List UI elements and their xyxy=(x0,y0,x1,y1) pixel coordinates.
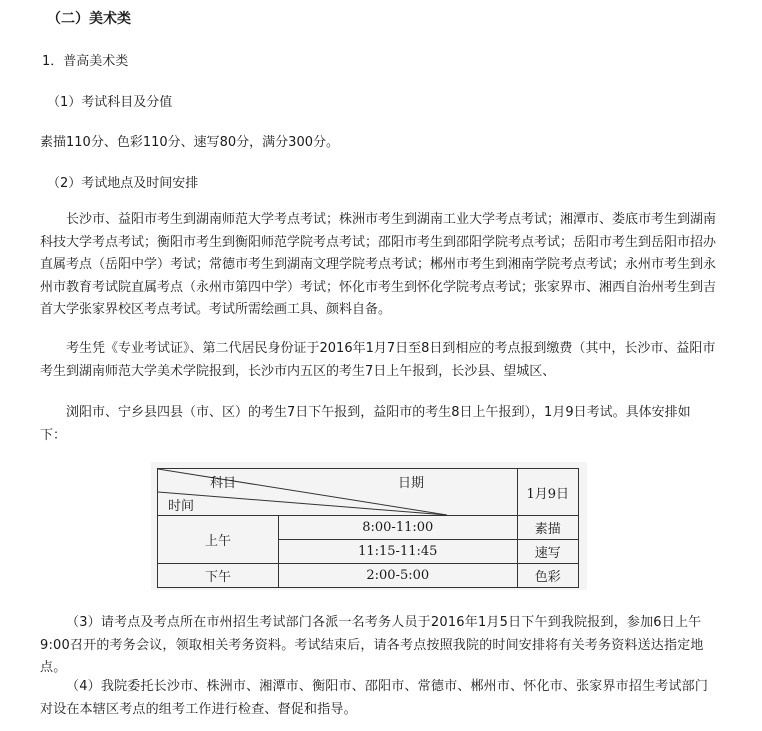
item3-paragraph xyxy=(40,612,716,680)
item1-body: 素描110分、色彩110分、速写80分，满分300分。 xyxy=(40,135,339,150)
afternoon-label: 下午 xyxy=(158,564,279,588)
header-date: 日期 xyxy=(398,476,425,491)
time-cell: 8:00-11:00 xyxy=(279,516,518,540)
header-time: 时间 xyxy=(168,499,195,514)
header-diagonal-cell xyxy=(158,469,518,516)
item4-text: （4）我院委托长沙市、株洲市、湘潭市、衡阳市、邵阳市、常德市、郴州市、怀化市、张家界市招生考试部门对设在本辖区考点的组考工作进行检查、督促和指导。 xyxy=(40,679,709,717)
item3-text: （3）请考点及考点所在市州招生考试部门各派一名考务人员于2016年1月5日下午到我院报到，参加6日上午9:00召开的考务会议，领取相关考务资料。考试结束后，请各考点按照我院的时间安排将有关考务资料送达指定地点。 xyxy=(40,615,704,675)
registration-paragraph xyxy=(40,338,716,383)
section-title: （二）美术类 xyxy=(47,11,131,27)
time-cell: 2:00-5:00 xyxy=(279,564,518,588)
item4-paragraph xyxy=(40,676,716,721)
subject-cell: 色彩 xyxy=(517,564,578,588)
subject-cell: 速写 xyxy=(517,540,578,564)
registration-paragraph-2 xyxy=(40,402,716,447)
locations-text: 长沙市、益阳市考生到湖南师范大学考点考试；株洲市考生到湖南工业大学考点考试；湘潭市、娄底市考生到湖南科技大学考点考试；衡阳市考生到衡阳师范学院考点考试；邵阳市考生到邵阳学院考点考试；岳阳市考生到岳阳市招办直属考点（岳阳中学）考试；常德市考生到湖南文理学院考点考试；郴州市考生到湘南学院考点考试；永州市考生到永州市教育考试院直属考点（永州市第四中学）考试；怀化市考生到怀化学院考点考试；张家界市、湘西自治州考生到吉首大学张家界校区考点考试。考试所需绘画工具、颜料自备。 xyxy=(40,212,717,317)
subject-cell: 素描 xyxy=(517,516,578,540)
item1-title: （1）考试科目及分值 xyxy=(47,95,173,110)
item2-title: （2）考试地点及时间安排 xyxy=(47,176,199,191)
locations-paragraph xyxy=(40,209,716,322)
morning-label: 上午 xyxy=(158,516,279,564)
subsection-title: 1．普高美术类 xyxy=(42,54,129,69)
registration-text: 考生凭《专业考试证》、第二代居民身份证于2016年1月7日至8日到相应的考点报到缴费（其中，长沙市、益阳市考生到湖南师范大学美术学院报到，长沙市内五区的考生7日上午报到，长沙县、望城区、 xyxy=(40,341,716,379)
registration-text-2: 浏阳市、宁乡县四县（市、区）的考生7日下午报到，益阳市的考生8日上午报到），1月9日考试。具体安排如下： xyxy=(40,405,691,443)
time-cell: 11:15-11:45 xyxy=(279,540,518,564)
header-subject: 科目 xyxy=(210,476,237,491)
schedule-table xyxy=(157,468,579,588)
date-cell: 1月9日 xyxy=(517,469,578,516)
